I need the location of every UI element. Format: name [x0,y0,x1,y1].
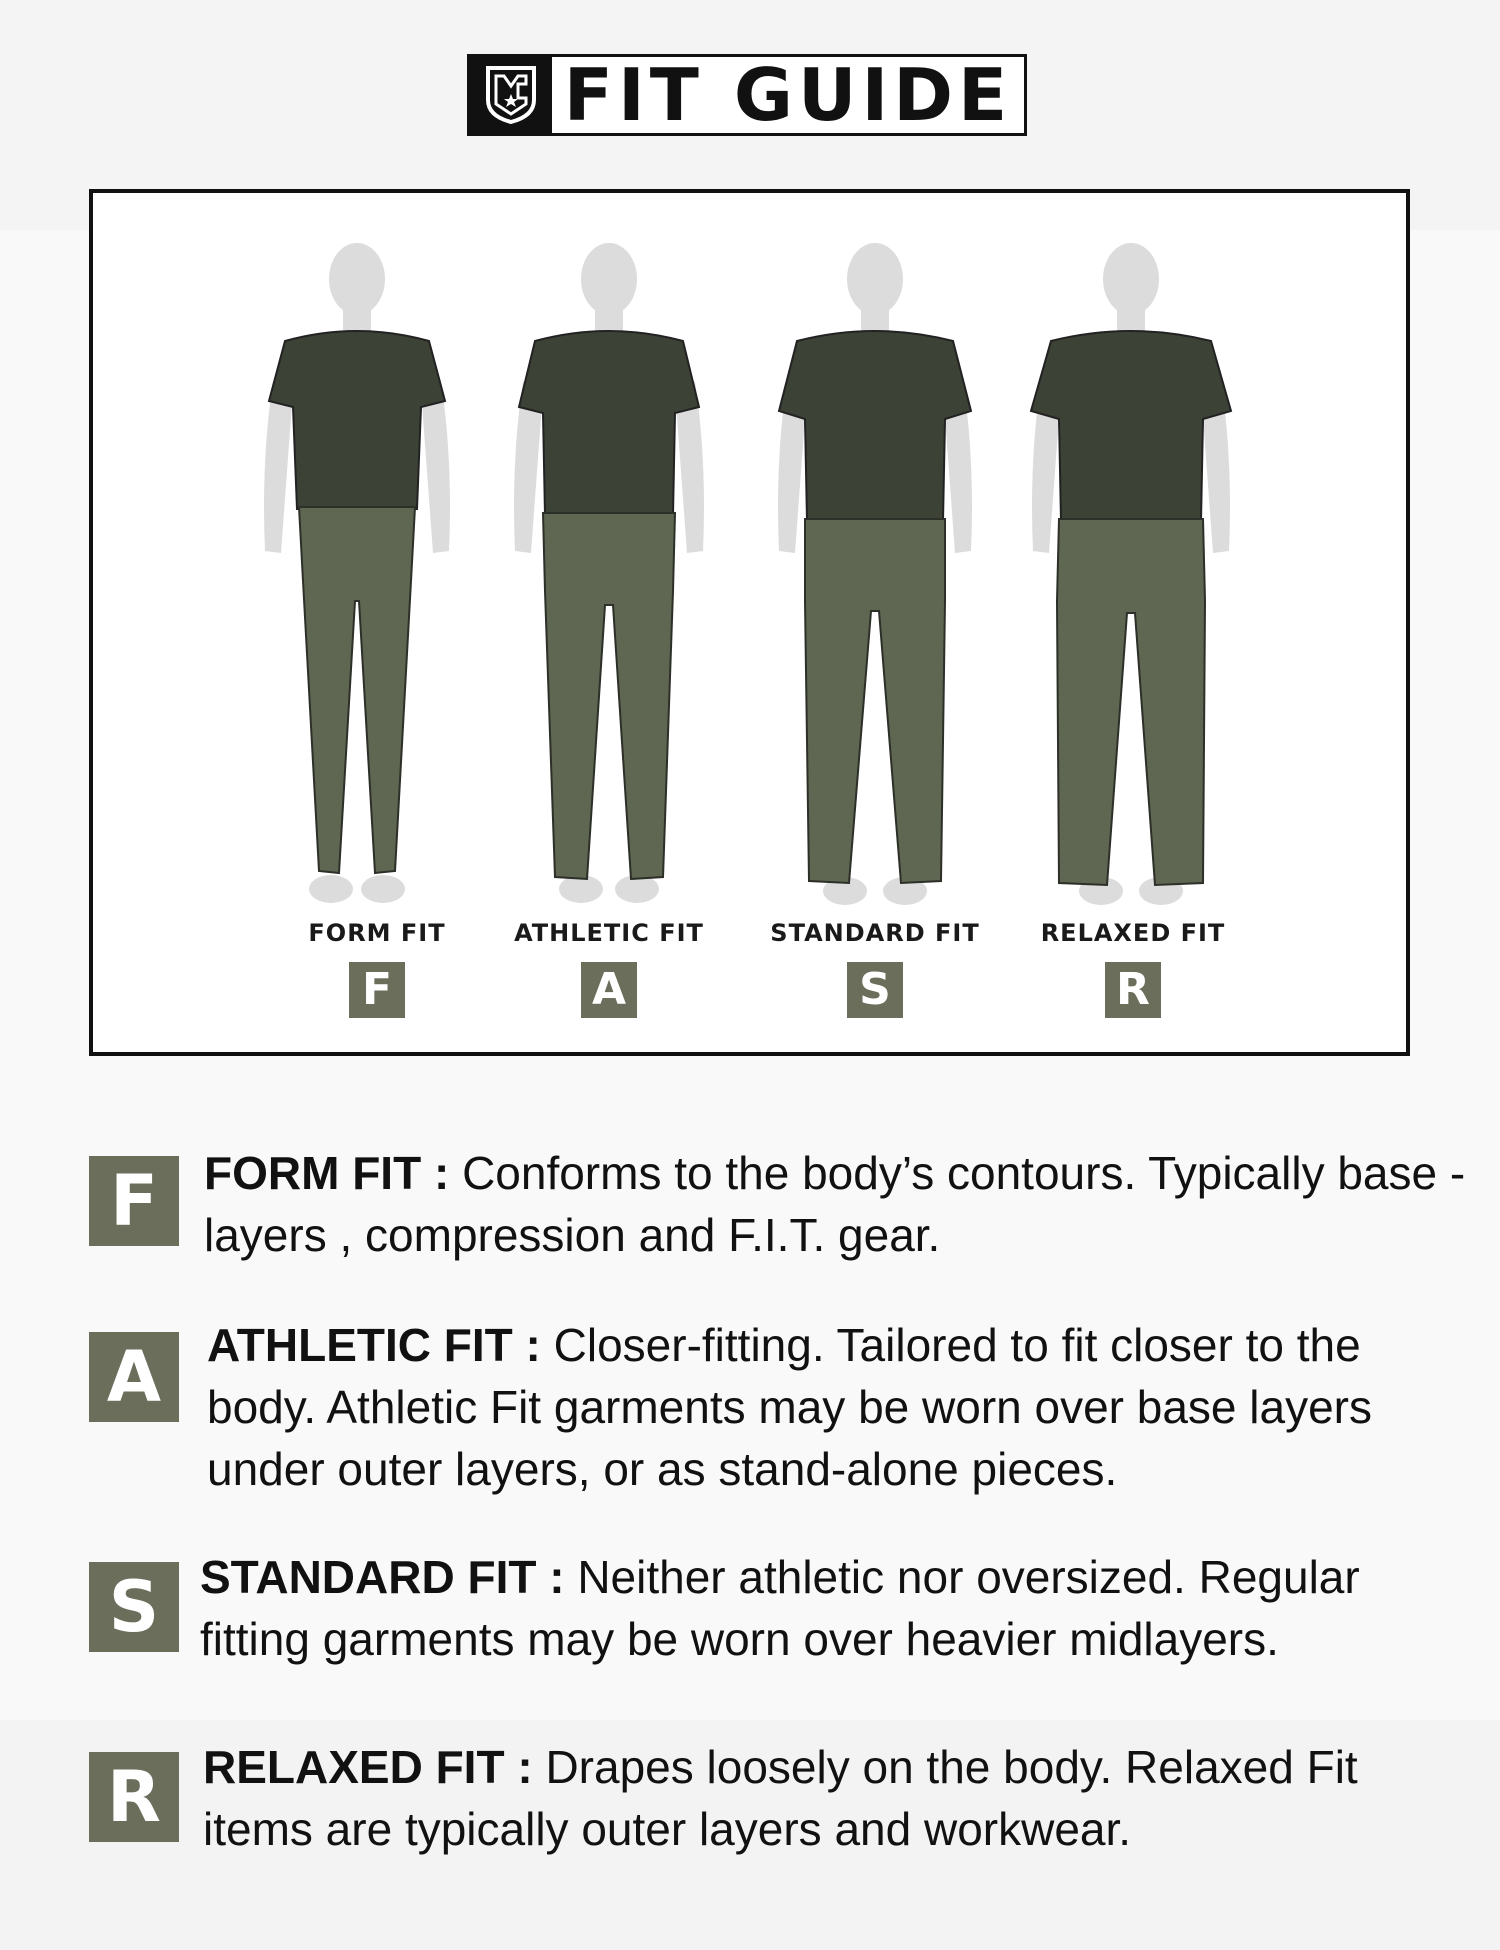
relaxed-fit-desc-title: RELAXED FIT : [203,1741,533,1793]
form-fit-desc-badge: F [89,1156,179,1246]
form-fit-badge: F [349,962,405,1018]
relaxed-fit-badge: R [1105,962,1161,1018]
form-fit-figure [247,241,467,913]
standard-fit-description [200,1546,1470,1670]
standard-fit-badge: S [847,962,903,1018]
fit-illustration-panel [89,189,1410,1056]
athletic-fit-desc-body: Closer-fitting. Tailored to fit closer to the body. Athletic Fit garments may be worn over base layers under outer layers, or as stand-alone pieces. [207,1319,1373,1495]
relaxed-fit-desc-body: Drapes loosely on the body. Relaxed Fit items are typically outer layers and workwear. [203,1741,1358,1855]
form-fit-label: FORM FIT [308,919,446,947]
standard-fit-desc-title: STANDARD FIT : [200,1551,565,1603]
relaxed-fit-label: RELAXED FIT [1040,919,1226,947]
athletic-fit-description [207,1314,1477,1500]
page-title: FIT GUIDE [563,53,1013,137]
athletic-fit-figure [499,241,719,913]
athletic-fit-label: ATHLETIC FIT [514,919,704,947]
standard-fit-label: STANDARD FIT [770,919,980,947]
form-fit-description [204,1142,1474,1266]
athletic-fit-badge: A [581,962,637,1018]
standard-fit-desc-body: Neither athletic nor oversized. Regular fitting garments may be worn over heavier midlayers. [200,1551,1360,1665]
brand-shield-logo-icon [470,57,552,133]
relaxed-fit-figure [1021,241,1241,913]
standard-fit-figure [765,241,985,913]
form-fit-desc-title: FORM FIT : [204,1147,450,1199]
standard-fit-desc-badge: S [89,1562,179,1652]
athletic-fit-desc-badge: A [89,1332,179,1422]
relaxed-fit-description [203,1736,1473,1860]
form-fit-desc-body: Conforms to the body’s contours. Typically base - layers , compression and F.I.T. gear. [204,1147,1466,1261]
athletic-fit-desc-title: ATHLETIC FIT : [207,1319,541,1371]
page-header [467,54,1027,136]
relaxed-fit-desc-badge: R [89,1752,179,1842]
